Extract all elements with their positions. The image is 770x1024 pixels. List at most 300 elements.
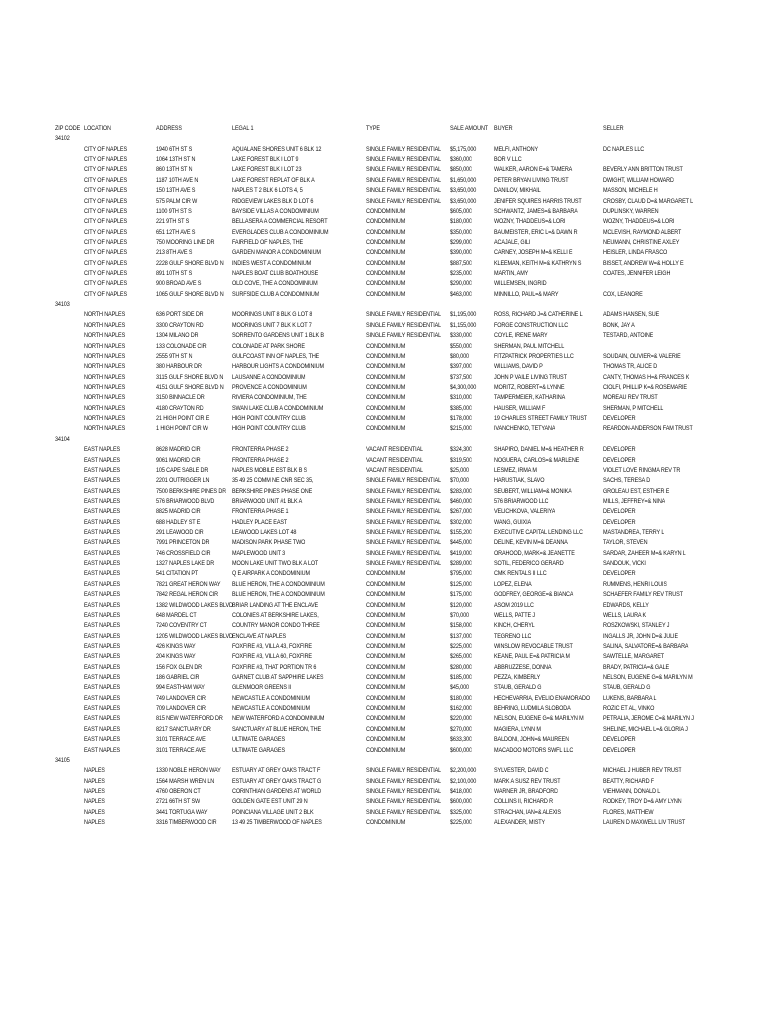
cell-address: 213 8TH AVE S	[156, 249, 193, 257]
cell-buyer: CARNEY, JOSEPH M=& KELLI E	[494, 249, 573, 257]
cell-seller: LAUREN D MAXWELL LIV TRUST	[603, 819, 686, 827]
cell-legal: OLD COVE, THE A CONDOMINIUM	[232, 280, 318, 288]
cell-type: CONDOMINIUM	[366, 591, 406, 599]
cell-legal: Q E AIRPARK A CONDOMINIUM	[232, 570, 310, 578]
cell-legal: LAKE FOREST BLK I LOT 9	[232, 156, 299, 164]
cell-type: CONDOMINIUM	[366, 653, 406, 661]
cell-location: NAPLES	[84, 798, 105, 806]
cell-type: CONDOMINIUM	[366, 425, 406, 433]
cell-type: SINGLE FAMILY RESIDENTIAL	[366, 808, 442, 816]
table-row	[0, 766, 770, 776]
cell-address: 9061 MADRID CIR	[156, 456, 201, 464]
cell-seller: DWIGHT, WILLIAM HOWARD	[603, 176, 674, 184]
cell-sale-amount: $137,000	[450, 632, 472, 640]
table-row	[0, 259, 770, 269]
table-row	[0, 290, 770, 300]
cell-type: VACANT RESIDENTIAL	[366, 456, 424, 464]
cell-address: 3115 GULF SHORE BLVD N	[156, 373, 224, 381]
cell-sale-amount: $600,000	[450, 746, 472, 754]
cell-buyer: LOPEZ, ELENA	[494, 580, 532, 588]
cell-type: SINGLE FAMILY RESIDENTIAL	[366, 197, 442, 205]
cell-location: EAST NAPLES	[84, 477, 121, 485]
cell-buyer: COLLINS II, RICHARD R	[494, 798, 553, 806]
cell-type: CONDOMINIUM	[366, 725, 406, 733]
cell-address: 3316 TIMBERWOOD CIR	[156, 819, 217, 827]
cell-address: 7821 GREAT HERON WAY	[156, 580, 221, 588]
table-row	[0, 735, 770, 745]
cell-sale-amount: $45,000	[450, 684, 469, 692]
zip-group-header	[0, 435, 770, 445]
table-row	[0, 621, 770, 631]
table-row	[0, 248, 770, 258]
table-row	[0, 580, 770, 590]
cell-sale-amount: $360,000	[450, 156, 472, 164]
cell-sale-amount: $180,000	[450, 218, 472, 226]
cell-buyer: HECHEVARRIA, EVELIO ENAMORADO	[494, 694, 591, 702]
cell-location: NORTH NAPLES	[84, 363, 126, 371]
cell-location: EAST NAPLES	[84, 591, 121, 599]
cell-sale-amount: $185,000	[450, 674, 472, 682]
cell-address: 21 HIGH POINT CIR E	[156, 415, 210, 423]
cell-sale-amount: $289,000	[450, 560, 472, 568]
cell-seller: MOREAU REV TRUST	[603, 394, 658, 402]
cell-legal: PROVENCE A CONDOMINIUM	[232, 383, 307, 391]
cell-legal: POINCIANA VILLAGE UNIT 2 BLK	[232, 808, 314, 816]
cell-buyer: ABBRUZZESE, DONNA	[494, 663, 552, 671]
cell-seller: COATES, JENNIFER LEIGH	[603, 270, 671, 278]
table-row	[0, 714, 770, 724]
cell-type: CONDOMINIUM	[366, 736, 406, 744]
cell-buyer: NELSON, EUGENE G=& MARILYN M	[494, 715, 584, 723]
cell-type: CONDOMINIUM	[366, 715, 406, 723]
table-row	[0, 549, 770, 559]
table-row	[0, 694, 770, 704]
cell-seller: SARDAR, ZAHEER M=& KARYN L	[603, 549, 686, 557]
zip-group-header	[0, 756, 770, 766]
table-row	[0, 362, 770, 372]
table-row	[0, 445, 770, 455]
cell-address: 651 12TH AVE S	[156, 228, 196, 236]
cell-location: EAST NAPLES	[84, 684, 121, 692]
cell-location: EAST NAPLES	[84, 705, 121, 713]
cell-sale-amount: $550,000	[450, 342, 472, 350]
cell-legal: MOON LAKE UNIT TWO BLK A LOT	[232, 560, 319, 568]
cell-address: 3441 TORTUGA WAY	[156, 808, 208, 816]
cell-address: 1187 10TH AVE N	[156, 176, 199, 184]
cell-sale-amount: $325,000	[450, 808, 472, 816]
cell-buyer: TAMPERMEIER, KATHARINA	[494, 394, 566, 402]
cell-type: SINGLE FAMILY RESIDENTIAL	[366, 777, 442, 785]
table-row	[0, 601, 770, 611]
cell-location: EAST NAPLES	[84, 694, 121, 702]
cell-address: 1064 13TH ST N	[156, 156, 196, 164]
cell-location: CITY OF NAPLES	[84, 218, 127, 226]
cell-buyer: BALDONI, JOHN=& MAUREEN	[494, 736, 570, 744]
cell-location: CITY OF NAPLES	[84, 197, 127, 205]
cell-sale-amount: $324,300	[450, 446, 472, 454]
cell-type: SINGLE FAMILY RESIDENTIAL	[366, 560, 442, 568]
cell-location: CITY OF NAPLES	[84, 145, 127, 153]
cell-legal: NEW WATERFORD A CONDOMINIUM	[232, 715, 325, 723]
cell-buyer: ACAJALE, GILI	[494, 238, 531, 246]
cell-location: EAST NAPLES	[84, 663, 121, 671]
cell-sale-amount: $5,175,000	[450, 145, 477, 153]
cell-sale-amount: $70,000	[450, 611, 469, 619]
cell-type: CONDOMINIUM	[366, 363, 406, 371]
cell-sale-amount: $158,000	[450, 622, 472, 630]
cell-seller: NEUMANN, CHRISTINE AXLEY	[603, 238, 680, 246]
table-row	[0, 145, 770, 155]
cell-legal: MOORINGS UNIT 8 BLK G LOT 8	[232, 311, 313, 319]
cell-seller: DUPLINSKY, WARREN	[603, 207, 659, 215]
table-row	[0, 217, 770, 227]
table-row	[0, 569, 770, 579]
header-legal: LEGAL 1	[232, 125, 254, 132]
cell-location: EAST NAPLES	[84, 736, 121, 744]
cell-address: 815 NEW WATERFORD DR	[156, 715, 223, 723]
cell-buyer: HARUSTIAK, SLAVO	[494, 477, 545, 485]
cell-legal: GARNET CLUB AT SAPPHIRE LAKES	[232, 674, 324, 682]
cell-address: 994 EASTHAM WAY	[156, 684, 205, 692]
cell-legal: FRONTERRA PHASE 2	[232, 456, 289, 464]
cell-sale-amount: $162,000	[450, 705, 472, 713]
table-row	[0, 331, 770, 341]
table-row	[0, 497, 770, 507]
cell-type: CONDOMINIUM	[366, 383, 406, 391]
cell-legal: NEWCASTLE A CONDOMINIUM	[232, 705, 310, 713]
cell-seller: WOZNY, THADDEUS=& LORI	[603, 218, 675, 226]
cell-seller: DEVELOPER	[603, 508, 636, 516]
cell-type: CONDOMINIUM	[366, 404, 406, 412]
cell-seller: INGALLS JR, JOHN D=& JULIE	[603, 632, 678, 640]
cell-seller: SACHS, TERESA D	[603, 477, 651, 485]
sales-report-table	[0, 124, 770, 828]
header-zip-code: ZIP CODE	[55, 125, 81, 132]
cell-seller: DEVELOPER	[603, 415, 636, 423]
cell-buyer: BAUMEISTER, ERIC L=& DAWN R	[494, 228, 578, 236]
table-row	[0, 476, 770, 486]
cell-buyer: BEHRING, LUDMILA SLOBODA	[494, 705, 571, 713]
table-row	[0, 590, 770, 600]
cell-legal: FRONTERRA PHASE 1	[232, 508, 289, 516]
cell-legal: ESTUARY AT GREY OAKS TRACT G	[232, 777, 322, 785]
cell-sale-amount: $390,000	[450, 249, 472, 257]
cell-seller: SOUDAIN, OLIVIER=& VALERIE	[603, 352, 681, 360]
cell-type: SINGLE FAMILY RESIDENTIAL	[366, 487, 442, 495]
cell-location: CITY OF NAPLES	[84, 280, 127, 288]
cell-address: 133 COLONADE CIR	[156, 342, 207, 350]
table-row	[0, 652, 770, 662]
cell-type: CONDOMINIUM	[366, 746, 406, 754]
header-seller: SELLER	[603, 125, 624, 132]
cell-address: 1382 WILDWOOD LAKES BLVD	[156, 601, 233, 609]
table-header	[0, 124, 770, 134]
cell-type: SINGLE FAMILY RESIDENTIAL	[366, 332, 442, 340]
cell-location: EAST NAPLES	[84, 487, 121, 495]
cell-buyer: TEGRENO LLC	[494, 632, 532, 640]
cell-sale-amount: $795,000	[450, 570, 472, 578]
cell-type: CONDOMINIUM	[366, 415, 406, 423]
cell-type: SINGLE FAMILY RESIDENTIAL	[366, 539, 442, 547]
cell-location: EAST NAPLES	[84, 715, 121, 723]
cell-seller: CIOLFI, PHILLIP K=& ROSEMARIE	[603, 383, 687, 391]
table-row	[0, 808, 770, 818]
cell-type: SINGLE FAMILY RESIDENTIAL	[366, 321, 442, 329]
cell-address: 3300 CRAYTON RD	[156, 321, 204, 329]
cell-sale-amount: $3,650,000	[450, 197, 477, 205]
cell-type: SINGLE FAMILY RESIDENTIAL	[366, 145, 442, 153]
table-row	[0, 186, 770, 196]
cell-location: CITY OF NAPLES	[84, 249, 127, 257]
table-row	[0, 673, 770, 683]
cell-buyer: KEANE, PAUL E=& PATRICIA M	[494, 653, 571, 661]
cell-location: NORTH NAPLES	[84, 352, 126, 360]
cell-legal: FOXFIRE #3, VILLA 43, FOXFIRE	[232, 642, 312, 650]
cell-sale-amount: $215,000	[450, 425, 472, 433]
cell-sale-amount: $220,000	[450, 715, 472, 723]
zip-group-header	[0, 134, 770, 144]
cell-buyer: MAGIERA, LYNN M	[494, 725, 541, 733]
zip-group-header	[0, 300, 770, 310]
cell-legal: GOLDEN GATE EST UNIT 29 N	[232, 798, 308, 806]
cell-buyer: SOTIL, FEDERICO GERARD	[494, 560, 564, 568]
cell-legal: COLONIES AT BERKSHIRE LAKES,	[232, 611, 319, 619]
cell-seller: DEVELOPER	[603, 446, 636, 454]
cell-address: 3150 BINNACLE DR	[156, 394, 205, 402]
cell-legal: NAPLES BOAT CLUB BOATHOUSE	[232, 270, 319, 278]
cell-sale-amount: $385,000	[450, 404, 472, 412]
cell-seller: FLORES, MATTHEW	[603, 808, 654, 816]
cell-sale-amount: $70,000	[450, 477, 469, 485]
cell-legal: BRIARWOOD UNIT #1 BLK A	[232, 497, 303, 505]
cell-seller: CROSBY, CLAUD D=& MARGARET L	[603, 197, 694, 205]
cell-sale-amount: $280,000	[450, 663, 472, 671]
cell-address: 4151 GULF SHORE BLVD N	[156, 383, 224, 391]
cell-location: EAST NAPLES	[84, 466, 121, 474]
cell-location: CITY OF NAPLES	[84, 238, 127, 246]
cell-type: SINGLE FAMILY RESIDENTIAL	[366, 767, 442, 775]
cell-address: 1100 9TH ST S	[156, 207, 192, 215]
table-row	[0, 487, 770, 497]
cell-seller: BONK, JAY A	[603, 321, 635, 329]
cell-location: EAST NAPLES	[84, 642, 121, 650]
cell-address: 860 13TH ST N	[156, 166, 193, 174]
cell-legal: 35 49 25 COMM NE CNR SEC 35,	[232, 477, 314, 485]
cell-location: CITY OF NAPLES	[84, 270, 127, 278]
cell-seller: CANTY, THOMAS H=& FRANCES K	[603, 373, 690, 381]
cell-seller: SALINA, SALVATORE=& BARBARA	[603, 642, 689, 650]
cell-location: NAPLES	[84, 819, 105, 827]
cell-address: 1330 NOBLE HERON WAY	[156, 767, 221, 775]
cell-buyer: SHAPIRO, DANIEL M=& HEATHER R	[494, 446, 584, 454]
cell-buyer: FORGE CONSTRUCTION LLC	[494, 321, 569, 329]
cell-seller: GROLEAU EST, ESTHER E	[603, 487, 670, 495]
table-row	[0, 238, 770, 248]
cell-buyer: 19 CHARLES STREET FAMILY TRUST	[494, 415, 588, 423]
cell-seller: ROZIC ET AL, VINKO	[603, 705, 655, 713]
cell-address: 3101 TERRACE AVE	[156, 736, 206, 744]
cell-sale-amount: $397,000	[450, 363, 472, 371]
cell-seller: DEVELOPER	[603, 736, 636, 744]
cell-location: EAST NAPLES	[84, 580, 121, 588]
cell-location: CITY OF NAPLES	[84, 290, 127, 298]
cell-buyer: COYLE, IRENE MARY	[494, 332, 548, 340]
cell-type: SINGLE FAMILY RESIDENTIAL	[366, 518, 442, 526]
cell-type: CONDOMINIUM	[366, 228, 406, 236]
cell-buyer: PETER BRYAN LIVING TRUST	[494, 176, 569, 184]
cell-seller: MASTANDREA, TERRY L	[603, 529, 665, 537]
header-type: TYPE	[366, 125, 381, 132]
cell-address: 2555 9TH ST N	[156, 352, 193, 360]
cell-seller: COX, LEANORE	[603, 290, 643, 298]
cell-address: 105 CAPE SABLE DR	[156, 466, 209, 474]
cell-seller: DEVELOPER	[603, 456, 636, 464]
cell-legal: COLONADE AT PARK SHORE	[232, 342, 305, 350]
cell-type: CONDOMINIUM	[366, 570, 406, 578]
table-row	[0, 632, 770, 642]
cell-type: VACANT RESIDENTIAL	[366, 446, 424, 454]
cell-legal: LAKE FOREST BLK I LOT 23	[232, 166, 302, 174]
cell-legal: AQUALANE SHORES UNIT 6 BLK 12	[232, 145, 322, 153]
cell-sale-amount: $887,500	[450, 259, 472, 267]
cell-buyer: STAUB, GERALD G	[494, 684, 542, 692]
header-sale-amount: SALE AMOUNT	[450, 125, 489, 132]
cell-legal: LAKE FOREST REPLAT OF BLK A	[232, 176, 315, 184]
table-row	[0, 342, 770, 352]
cell-legal: GLENMOOR GREENS II	[232, 684, 292, 692]
table-row	[0, 321, 770, 331]
cell-location: EAST NAPLES	[84, 456, 121, 464]
cell-buyer: WELLS, PATTE J	[494, 611, 536, 619]
cell-address: 7240 COVENTRY CT	[156, 622, 207, 630]
cell-type: CONDOMINIUM	[366, 249, 406, 257]
cell-type: CONDOMINIUM	[366, 218, 406, 226]
cell-legal: BLUE HERON, THE A CONDOMINIUM	[232, 591, 325, 599]
cell-legal: BAYSIDE VILLAS A CONDOMINIUM	[232, 207, 319, 215]
cell-buyer: PEZZA, KIMBERLY	[494, 674, 541, 682]
cell-location: EAST NAPLES	[84, 632, 121, 640]
cell-address: 1327 NAPLES LAKE DR	[156, 560, 215, 568]
cell-address: 426 KINGS WAY	[156, 642, 196, 650]
cell-legal: 13 49 25 TIMBERWOOD OF NAPLES	[232, 819, 322, 827]
cell-type: CONDOMINIUM	[366, 674, 406, 682]
cell-address: 2201 OUTRIGGER LN	[156, 477, 210, 485]
cell-type: CONDOMINIUM	[366, 270, 406, 278]
cell-sale-amount: $1,195,000	[450, 311, 477, 319]
table-row	[0, 777, 770, 787]
cell-location: NORTH NAPLES	[84, 332, 126, 340]
cell-legal: NEWCASTLE A CONDOMINIUM	[232, 694, 310, 702]
cell-sale-amount: $737,500	[450, 373, 472, 381]
cell-sale-amount: $3,650,000	[450, 187, 477, 195]
cell-legal: NAPLES T 2 BLK 6 LOTS 4, 5	[232, 187, 303, 195]
cell-location: NORTH NAPLES	[84, 404, 126, 412]
cell-sale-amount: $25,000	[450, 466, 469, 474]
cell-legal: HIGH POINT COUNTRY CLUB	[232, 425, 306, 433]
cell-buyer: MACADOO MOTORS SWFL LLC	[494, 746, 574, 754]
cell-location: EAST NAPLES	[84, 570, 121, 578]
cell-seller: BEATTY, RICHARD F	[603, 777, 655, 785]
zip-code: 34103	[55, 301, 70, 309]
cell-legal: LAUSANNE A CONDOMINIUM	[232, 373, 306, 381]
cell-type: CONDOMINIUM	[366, 352, 406, 360]
cell-type: CONDOMINIUM	[366, 632, 406, 640]
cell-legal: INDIES WEST A CONDOMINIUM	[232, 259, 312, 267]
cell-location: CITY OF NAPLES	[84, 207, 127, 215]
zip-code: 34102	[55, 135, 70, 143]
table-row	[0, 466, 770, 476]
cell-sale-amount: $605,000	[450, 207, 472, 215]
cell-legal: SANCTUARY AT BLUE HERON, THE	[232, 725, 322, 733]
cell-legal: BERKSHIRE PINES PHASE ONE	[232, 487, 313, 495]
cell-seller: RUMMENS, HENRI LOUIS	[603, 580, 667, 588]
cell-location: EAST NAPLES	[84, 446, 121, 454]
cell-buyer: VELICHKOVA, VALERIYA	[494, 508, 556, 516]
cell-legal: EVERGLADES CLUB A CONDOMINIUM	[232, 228, 329, 236]
cell-legal: ULTIMATE GARAGES	[232, 746, 286, 754]
cell-sale-amount: $1,650,000	[450, 176, 477, 184]
cell-address: 636 PORT SIDE DR	[156, 311, 204, 319]
table-row	[0, 507, 770, 517]
cell-seller: VIOLET LOVE RINGMA REV TR	[603, 466, 681, 474]
cell-buyer: SYLVESTER, DAVID C	[494, 767, 549, 775]
cell-location: NORTH NAPLES	[84, 425, 126, 433]
cell-seller: NELSON, EUGENE G=& MARILYN M	[603, 674, 693, 682]
cell-address: 8628 MADRID CIR	[156, 446, 201, 454]
table-row	[0, 704, 770, 714]
cell-seller: SCHAEFER FAMILY REV TRUST	[603, 591, 683, 599]
cell-buyer: IVANCHENKO, TETYANA	[494, 425, 556, 433]
cell-seller: THOMAS TR, ALICE D	[603, 363, 658, 371]
cell-seller: LUKENS, BARBARA L	[603, 694, 657, 702]
cell-type: SINGLE FAMILY RESIDENTIAL	[366, 798, 442, 806]
table-row	[0, 797, 770, 807]
cell-buyer: KLEEMAN, KEITH M=& KATHRYN S	[494, 259, 582, 267]
cell-address: 156 FOX GLEN DR	[156, 663, 203, 671]
zip-code: 34104	[55, 435, 70, 443]
cell-address: 1304 MILANO DR	[156, 332, 199, 340]
cell-buyer: SEUBERT, WILLIAM=& MONIKA	[494, 487, 572, 495]
cell-buyer: KINCH, CHERYL	[494, 622, 535, 630]
cell-buyer: WALKER, AARON E=& TAMERA	[494, 166, 573, 174]
cell-type: CONDOMINIUM	[366, 684, 406, 692]
cell-location: CITY OF NAPLES	[84, 228, 127, 236]
cell-buyer: STRACHAN, IAN=& ALEXIS	[494, 808, 561, 816]
cell-type: CONDOMINIUM	[366, 238, 406, 246]
cell-address: 291 LEAWOOD CIR	[156, 529, 204, 537]
cell-sale-amount: $178,000	[450, 415, 472, 423]
table-row	[0, 207, 770, 217]
table-row	[0, 518, 770, 528]
cell-legal: LEAWOOD LAKES LOT 48	[232, 529, 297, 537]
cell-sale-amount: $225,000	[450, 819, 472, 827]
cell-sale-amount: $235,000	[450, 270, 472, 278]
cell-address: 749 LANDOVER CIR	[156, 694, 206, 702]
cell-address: 900 BROAD AVE S	[156, 280, 202, 288]
cell-seller: SHERMAN, P MITCHELL	[603, 404, 664, 412]
cell-address: 1065 GULF SHORE BLVD N	[156, 290, 224, 298]
cell-seller: ROSZKOWSKI, STANLEY J	[603, 622, 670, 630]
cell-type: CONDOMINIUM	[366, 819, 406, 827]
cell-buyer: 576 BRIARWOOD LLC	[494, 497, 549, 505]
cell-address: 576 BRIARWOOD BLVD	[156, 497, 215, 505]
cell-location: NAPLES	[84, 788, 105, 795]
table-row	[0, 559, 770, 569]
cell-seller: HEISLER, LINDA FRASCO	[603, 249, 668, 257]
cell-buyer: ROSS, RICHARD J=& CATHERINE L	[494, 311, 583, 319]
zip-code: 34105	[55, 756, 70, 764]
table-row	[0, 404, 770, 414]
